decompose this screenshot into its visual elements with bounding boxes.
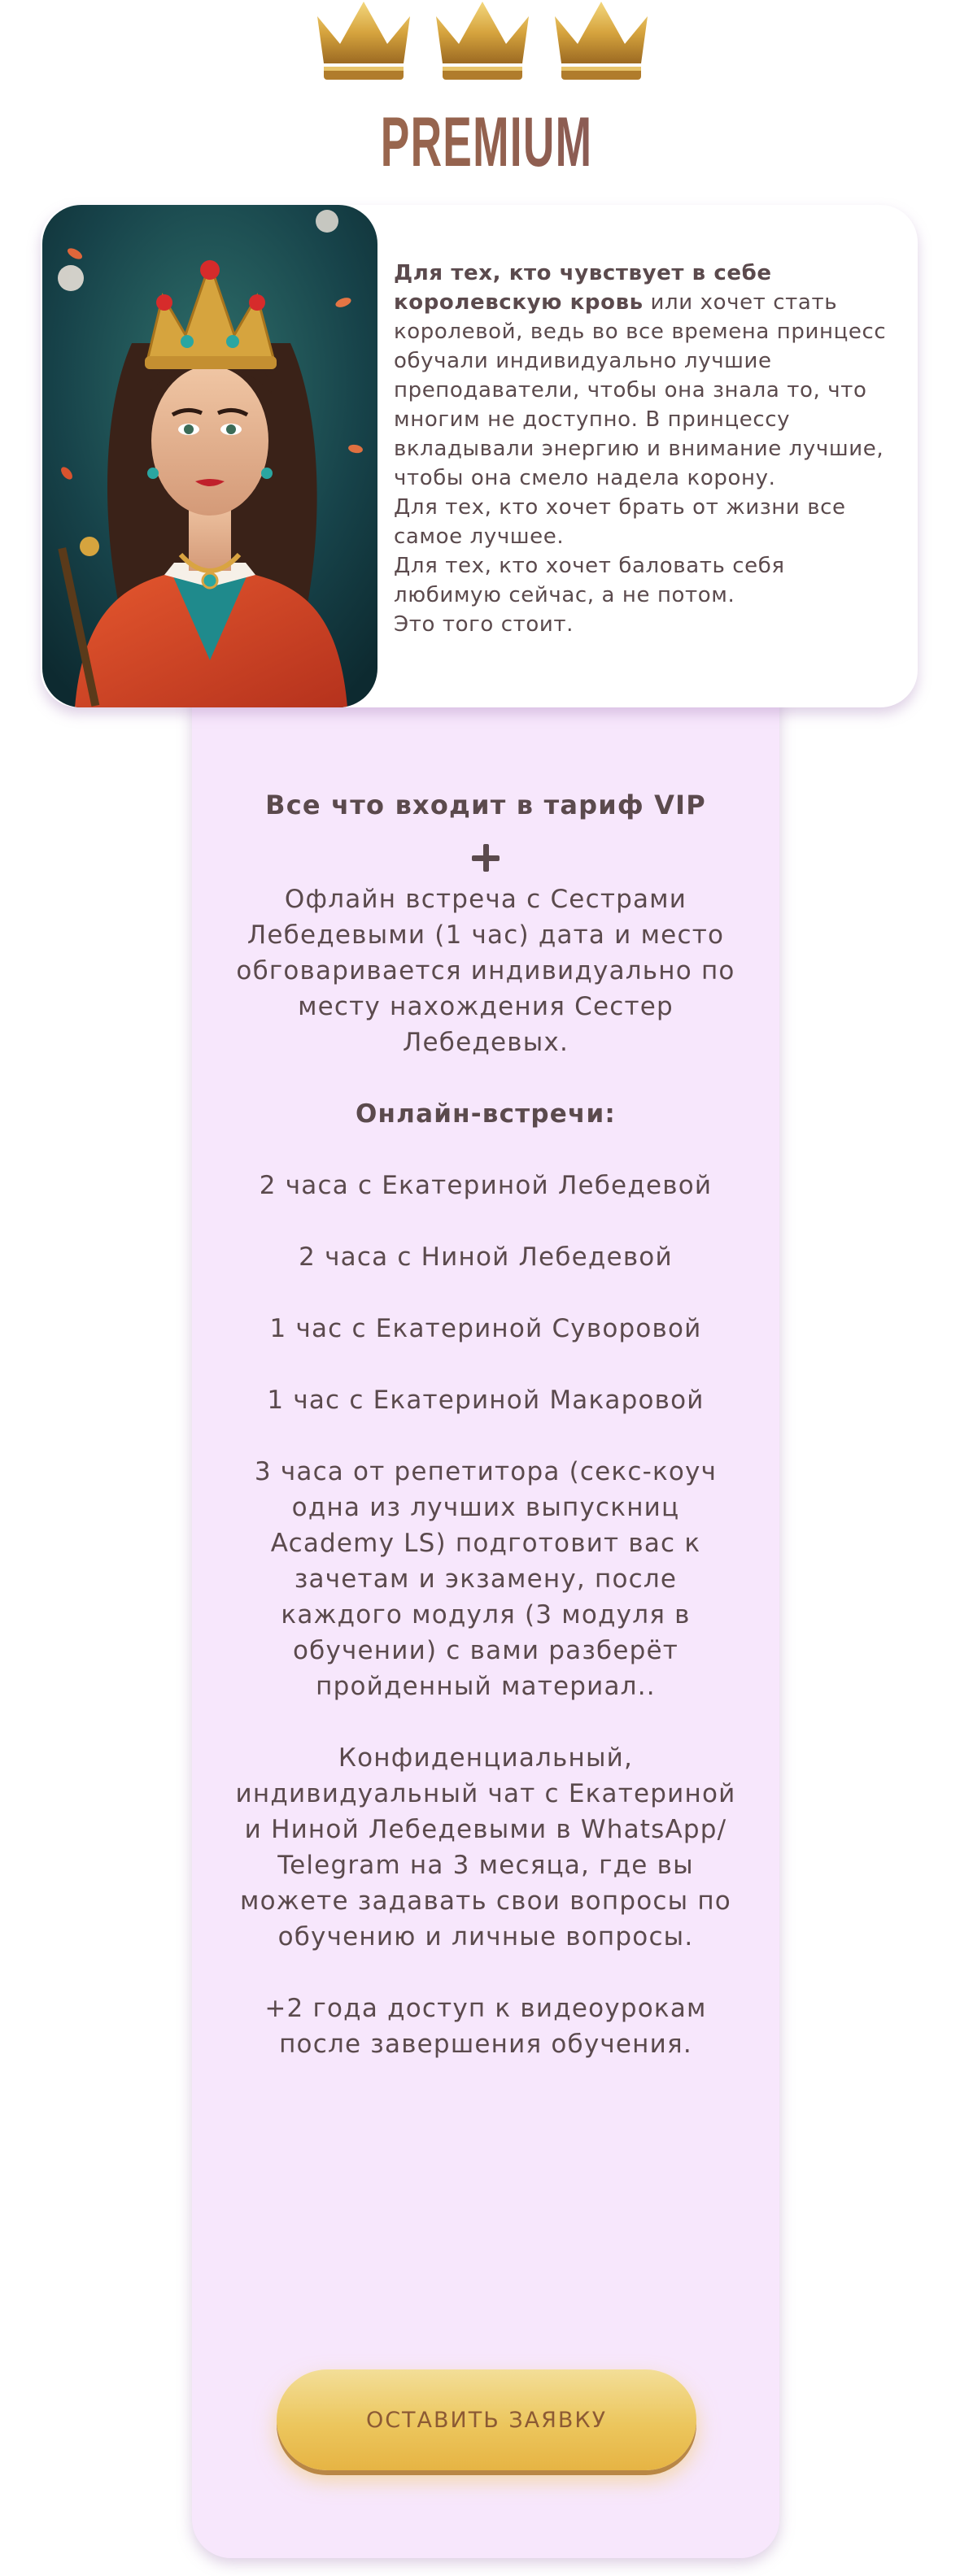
online-meeting-item: 2 часа с Ниной Лебедевой	[299, 1242, 673, 1272]
queen-portrait-image	[42, 205, 377, 707]
intro-line: Для тех, кто хочет брать от жизни все самое лучшее.	[394, 495, 846, 549]
intro-description	[394, 259, 898, 639]
video-access-text: +2 года доступ к видеоурокам после завершения обучения.	[264, 1994, 707, 2059]
brand-title: PREMIUM	[185, 98, 788, 187]
online-meetings-title: Онлайн-встречи:	[356, 1099, 616, 1129]
crown-row	[0, 0, 973, 89]
submit-application-button[interactable]: ОСТАВИТЬ ЗАЯВКУ	[277, 2369, 696, 2470]
plus-icon	[233, 834, 739, 878]
crown-icon	[431, 0, 534, 85]
online-meeting-item: 1 час с Екатериной Макаровой	[267, 1386, 705, 1415]
intro-lead-paragraph	[394, 259, 898, 493]
tutor-text: 3 часа от репетитора (секс-коуч одна из лучших выпускниц Academy LS) подготовит вас к зачетам и экзамену, после каждого модуля (3 модуля в обучении) с вами разберёт пройденный материал..	[254, 1457, 718, 1701]
crown-icon	[550, 0, 652, 85]
intro-lead-text: или хочет стать королевой, ведь во все времена принцесс обучали индивидуально лучшие преподаватели, чтобы она знала то, что многим не доступно. В принцессу вкладывали энергию и внимание лучшие, чтобы она смело надела корону.	[394, 290, 887, 490]
private-chat-text: Конфиденциальный, индивидуальный чат с Екатериной и Ниной Лебедевыми в WhatsApp/ Telegram на 3 месяца, где вы можете задавать свои вопросы по обучению и личные вопросы.	[235, 1743, 736, 1952]
intro-line: Для тех, кто хочет баловать себя любимую сейчас, а не потом.	[394, 554, 785, 607]
intro-lead-bold: Для тех, кто чувствует в себе королевскую кровь	[394, 261, 772, 315]
vip-tariff-content	[233, 787, 739, 2062]
crown-icon	[312, 0, 415, 85]
online-meeting-item: 2 часа с Екатериной Лебедевой	[259, 1171, 713, 1200]
intro-line: Это того стоит.	[394, 612, 574, 637]
offline-meeting-text: Офлайн встреча с Сестрами Лебедевыми (1 час) дата и место обговаривается индивидуально по месту нахождения Сестер Лебедевых.	[236, 885, 735, 1057]
online-meeting-item: 1 час с Екатериной Суворовой	[269, 1314, 702, 1343]
vip-tariff-title: Все что входит в тариф VIP	[265, 790, 706, 820]
